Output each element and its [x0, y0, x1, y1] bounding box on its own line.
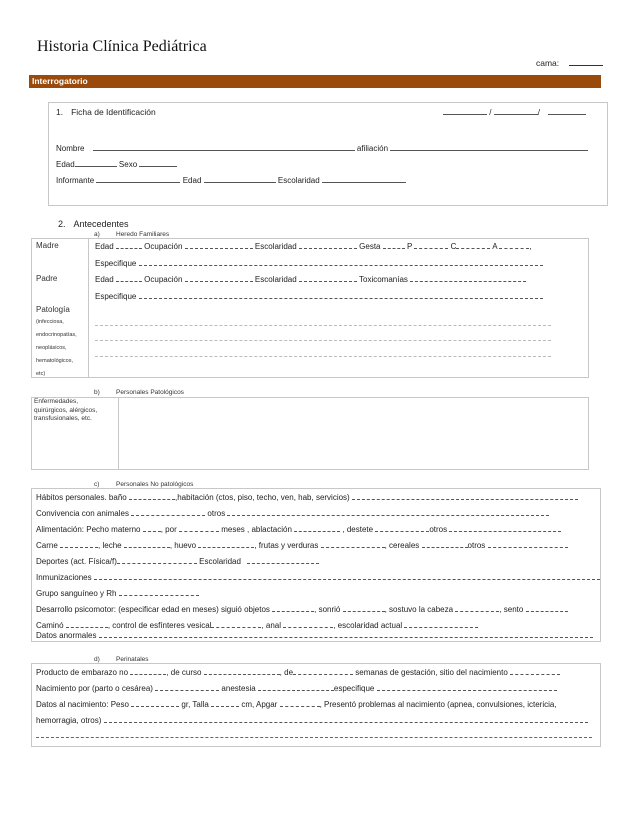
date-day-input[interactable]: [443, 107, 487, 115]
datos-nacimiento-row: Datos al nacimiento: Peso gr, Talla cm, Apgar , Presentó problemas al nacimiento (apnea, convulsiones, ictericia,: [36, 700, 557, 709]
sento-input[interactable]: [526, 604, 568, 612]
embarazo-no-input[interactable]: [130, 667, 166, 675]
antecedentes-heading: 2. Antecedentes: [58, 219, 129, 229]
madre-edad-input[interactable]: [116, 241, 142, 249]
informante-edad-input[interactable]: [204, 175, 276, 183]
habitos-row: Hábitos personales. baño ,habitación (ctos, piso, techo, ven, hab, servicios): [36, 492, 578, 502]
esfinter-vesical-input[interactable]: [211, 620, 261, 628]
inmunizaciones-input[interactable]: [94, 572, 600, 580]
semanas-input[interactable]: [293, 667, 353, 675]
padre-especifique-row: Especifique: [95, 291, 543, 301]
leche-input[interactable]: [124, 540, 170, 548]
esfinter-anal-input[interactable]: [283, 620, 333, 628]
personales-patologicos-heading: b) Personales Patológicos: [94, 389, 184, 396]
cama-input[interactable]: [569, 65, 603, 66]
patologia-line-2[interactable]: [95, 340, 551, 341]
hemorragia-row: hemorragia, otros): [36, 715, 588, 725]
siguio-objetos-input[interactable]: [272, 604, 314, 612]
desarrollo-row: Desarrollo psicomotor: (especificar edad en meses) siguió objetos , sonrió , sostuvo la cabeza , sento: [36, 604, 568, 614]
informante-escolaridad-input[interactable]: [322, 175, 406, 183]
bano-input[interactable]: [129, 492, 175, 500]
escolaridad-actual-input[interactable]: [404, 620, 478, 628]
afiliacion-input[interactable]: [390, 143, 588, 151]
convivencia-row: Convivencia con animales otros: [36, 508, 549, 518]
personales-patologicos-label: Enfermedades, quirúrgicos, alérgicos, transfusionales, etc.: [34, 398, 98, 422]
date-month-input[interactable]: [494, 107, 538, 115]
peso-input[interactable]: [131, 699, 179, 707]
grupo-sanguineo-row: Grupo sanguíneo y Rh: [36, 588, 199, 598]
personales-patologicos-divider: [118, 397, 119, 470]
ficha-identificacion-box: [48, 102, 608, 206]
cama-label: cama:: [536, 58, 560, 68]
sexo-input[interactable]: [139, 159, 177, 167]
animales-input[interactable]: [131, 508, 205, 516]
datos-anormales-input[interactable]: [99, 630, 593, 638]
edad-input[interactable]: [75, 159, 117, 167]
informante-input[interactable]: [96, 175, 180, 183]
anestesia-input[interactable]: [258, 683, 334, 691]
parto-cesarea-input[interactable]: [155, 683, 219, 691]
cereales-input[interactable]: [422, 540, 468, 548]
personales-patologicos-input[interactable]: [120, 399, 587, 468]
perinatales-heading: d) Perinatales: [94, 656, 149, 663]
padre-ocupacion-input[interactable]: [185, 274, 253, 282]
section-bar-interrogatorio: Interrogatorio: [29, 75, 601, 88]
apgar-input[interactable]: [280, 699, 320, 707]
frutas-verduras-input[interactable]: [321, 540, 385, 548]
anestesia-especifique-input[interactable]: [377, 683, 557, 691]
problemas-nacimiento-input[interactable]: [104, 715, 588, 723]
no-patologicos-heading: c) Personales No patológicos: [94, 481, 194, 488]
madre-escolaridad-input[interactable]: [299, 241, 357, 249]
carne-input[interactable]: [60, 540, 98, 548]
patologia-line-3[interactable]: [95, 356, 551, 357]
madre-a-input[interactable]: [499, 241, 529, 249]
sostuvo-cabeza-input[interactable]: [455, 604, 499, 612]
padre-row: Edad Ocupación Escolaridad Toxicomanías: [95, 274, 526, 284]
padre-label: Padre: [36, 274, 58, 283]
habitacion-input[interactable]: [352, 492, 578, 500]
patologia-hint: (infecciosa, endocrinopatías, neoplásicos, hematológicos, etc): [36, 319, 77, 377]
sitio-nacimiento-input[interactable]: [510, 667, 560, 675]
padre-escolaridad-input[interactable]: [299, 274, 357, 282]
carne-otros-input[interactable]: [488, 540, 568, 548]
ficha-heading: 1. Ficha de Identificación: [56, 107, 156, 117]
patologia-line-1[interactable]: [95, 325, 551, 326]
madre-especifique-input[interactable]: [139, 258, 543, 266]
alimentacion-otros-input[interactable]: [449, 524, 561, 532]
pecho-materno-input[interactable]: [143, 524, 161, 532]
nombre-row: Nombre afiliación: [56, 143, 588, 153]
madre-c-input[interactable]: [456, 241, 490, 249]
madre-especifique-row: Especifique: [95, 258, 543, 268]
madre-row: Edad Ocupación Escolaridad Gesta P C A ,: [95, 242, 532, 251]
padre-especifique-input[interactable]: [139, 291, 543, 299]
curso-input[interactable]: [204, 667, 280, 675]
date-year-input[interactable]: [548, 107, 586, 115]
destete-input[interactable]: [375, 524, 429, 532]
patologia-label: Patología: [36, 305, 70, 314]
grupo-sanguineo-input[interactable]: [119, 588, 199, 596]
perinatales-extra-line[interactable]: [36, 737, 592, 738]
heredo-familiares-heading: a) Heredo Familiares: [94, 231, 170, 238]
deportes-row: Deportes (act. Física/f) Escolaridad: [36, 556, 319, 566]
document-title: Historia Clínica Pediátrica: [37, 38, 207, 55]
nacimiento-row: Nacimiento por (parto o cesárea) anestesia especifique: [36, 683, 557, 693]
padre-edad-input[interactable]: [116, 274, 142, 282]
carne-row: Carne , leche , huevo , frutas y verduras , cereales otros: [36, 540, 568, 550]
inmunizaciones-row: Inmunizaciones: [36, 572, 600, 582]
meses-input[interactable]: [179, 524, 219, 532]
producto-row: Producto de embarazo no , de curso , de semanas de gestación, sitio del nacimiento: [36, 667, 560, 677]
camino-row: Caminó , control de esfínteres vesical , anal , escolaridad actual: [36, 620, 478, 630]
madre-label: Madre: [36, 241, 59, 250]
cama-field: [536, 58, 603, 68]
alimentacion-row: Alimentación: Pecho materno , por meses , ablactación , destete otros: [36, 524, 561, 534]
madre-gesta-input[interactable]: [383, 241, 405, 249]
datos-anormales-row: Datos anormales: [36, 630, 593, 640]
padre-toxicomanias-input[interactable]: [410, 274, 526, 282]
madre-p-input[interactable]: [414, 241, 448, 249]
edad-sexo-row: Edad Sexo: [56, 159, 177, 169]
ablactacion-input[interactable]: [294, 524, 340, 532]
camino-input[interactable]: [66, 620, 108, 628]
nombre-input[interactable]: [93, 143, 355, 151]
huevo-input[interactable]: [198, 540, 254, 548]
heredo-column-divider: [88, 238, 89, 378]
madre-ocupacion-input[interactable]: [185, 241, 253, 249]
deportes-input[interactable]: [117, 556, 197, 564]
deportes-escolaridad-input[interactable]: [247, 556, 319, 564]
convivencia-otros-input[interactable]: [227, 508, 549, 516]
informante-row: Informante Edad Escolaridad: [56, 175, 406, 185]
date-field: / /: [443, 107, 586, 117]
talla-input[interactable]: [211, 699, 239, 707]
sonrio-input[interactable]: [343, 604, 385, 612]
